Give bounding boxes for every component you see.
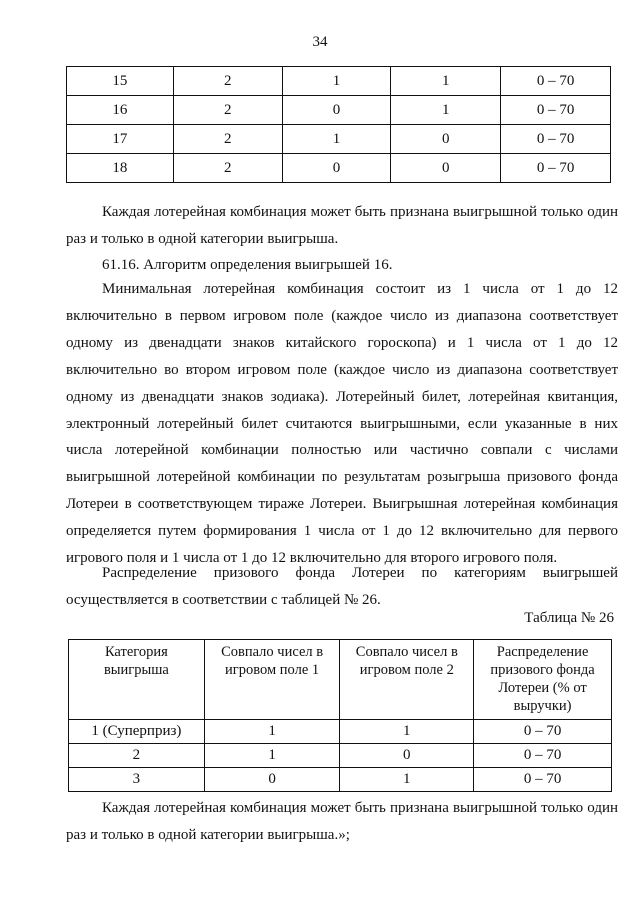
prize-distribution-table [68, 639, 612, 792]
table-cell: 3 [69, 768, 205, 792]
paragraph-algorithm-heading [66, 252, 618, 279]
table-cell: 0 – 70 [474, 744, 612, 768]
table-cell: 17 [67, 125, 174, 154]
table-cell: 0 [282, 154, 391, 183]
table-row [69, 744, 612, 768]
table-cell: 1 [340, 768, 474, 792]
paragraph-single-win-rule-closing [66, 795, 618, 849]
table-cell: 0 – 70 [501, 67, 611, 96]
table-row [67, 67, 611, 96]
table-cell: 1 [204, 720, 340, 744]
table-row [67, 96, 611, 125]
column-header-field-2: Совпало чисел в игровом поле 2 [340, 640, 474, 720]
column-header-distribution: Распределение призового фонда Лотереи (% от выручки) [474, 640, 612, 720]
paragraph-prize-distribution [66, 560, 618, 614]
table-cell: 0 [204, 768, 340, 792]
table-row [67, 125, 611, 154]
table-cell: 1 [340, 720, 474, 744]
table-cell: 0 – 70 [501, 96, 611, 125]
paragraph-algorithm-description [66, 276, 618, 572]
paragraph-text: Каждая лотерейная комбинация может быть признана выигрышной только один раз и только в одной категории выигрыша.»; [66, 800, 618, 843]
table-row [69, 720, 612, 744]
table-cell: 0 [391, 125, 501, 154]
prize-category-table-continued [66, 66, 611, 183]
table-row [69, 768, 612, 792]
paragraph-text: 61.16. Алгоритм определения выигрышей 16. [102, 257, 393, 273]
table-cell: 2 [173, 67, 282, 96]
table-cell: 0 – 70 [474, 720, 612, 744]
table-cell: 1 [282, 125, 391, 154]
column-header-field-1: Совпало чисел в игровом поле 1 [204, 640, 340, 720]
table-cell: 2 [69, 744, 205, 768]
table-cell: 0 – 70 [501, 154, 611, 183]
table-cell: 1 [282, 67, 391, 96]
table-caption: Таблица № 26 [524, 610, 614, 626]
table-cell: 1 [204, 744, 340, 768]
paragraph-text: Минимальная лотерейная комбинация состоит из 1 числа от 1 до 12 включительно в первом игровом поле (каждое число из диапазона соответствует одному из двенадцати знаков китайского гороскопа) и 1 числа от 1 до 12 включительно во втором игровом поле (каждое число из диапазона соответствует одному из двенадцати знаков зодиака). Лотерейный билет, лотерейная квитанция, электронный лотерейный билет считаются выигрышными, если указанные в них числа лотерейной комбинации полностью или частично совпали с числами выигрышной лотерейной комбинации по результатам розыгрыша призового фонда Лотереи в соответствующем тираже Лотереи. Выигрышная лотерейная комбинация определяется путем формирования 1 числа от 1 до 12 включительно для первого игрового поля и 1 числа от 1 до 12 включительно для второго игрового поля. [66, 281, 618, 567]
table-cell: 1 [391, 96, 501, 125]
table-cell: 15 [67, 67, 174, 96]
page-number: 34 [312, 34, 328, 50]
paragraph-text: Каждая лотерейная комбинация может быть признана выигрышной только один раз и только в одной категории выигрыша. [66, 204, 618, 247]
table-cell: 0 – 70 [501, 125, 611, 154]
table-cell: 0 [282, 96, 391, 125]
table-header-row [69, 640, 612, 720]
paragraph-single-win-rule [66, 199, 618, 253]
table-cell: 2 [173, 96, 282, 125]
table-cell: 0 [340, 744, 474, 768]
table-cell: 1 [391, 67, 501, 96]
table-row [67, 154, 611, 183]
table-cell: 2 [173, 125, 282, 154]
table-cell: 0 [391, 154, 501, 183]
table-cell: 18 [67, 154, 174, 183]
table-cell: 2 [173, 154, 282, 183]
table-cell: 0 – 70 [474, 768, 612, 792]
paragraph-text: Распределение призового фонда Лотереи по категориям выигрышей осуществляется в соответствии с таблицей № 26. [66, 565, 618, 608]
table-cell: 16 [67, 96, 174, 125]
table-cell: 1 (Суперприз) [69, 720, 205, 744]
column-header-category: Категория выигрыша [69, 640, 205, 720]
